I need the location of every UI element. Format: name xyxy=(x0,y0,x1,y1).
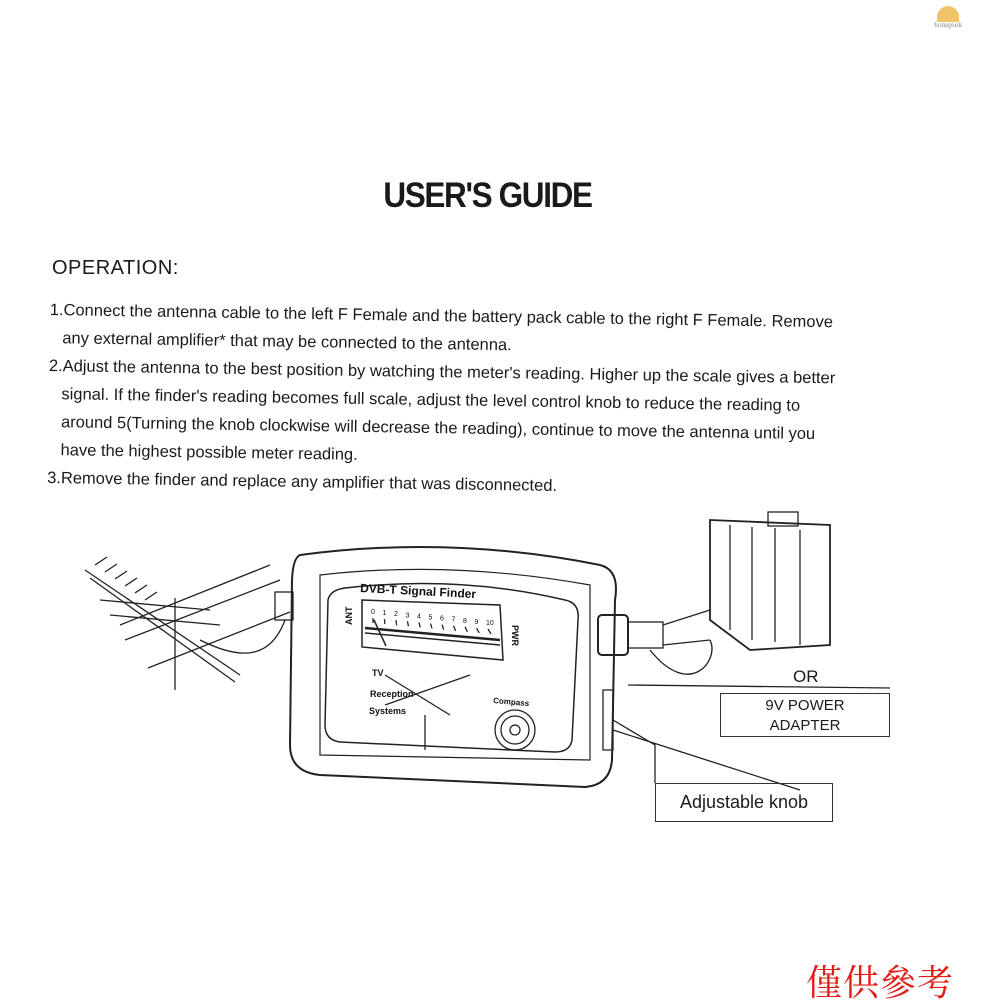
reference-only-watermark: 僅供參考 xyxy=(806,955,954,1006)
sun-mountain-icon xyxy=(937,6,959,22)
scale-tick-label: 2 xyxy=(394,611,398,618)
scale-tick-mark xyxy=(454,626,456,631)
step-1-line-1: 1.Connect the antenna cable to the left F Female and the battery pack cable to the right F Female. Remove xyxy=(50,296,930,338)
scale-tick-mark xyxy=(442,625,444,630)
scale-tick-label: 7 xyxy=(452,617,456,624)
systems-label: Systems xyxy=(369,706,406,716)
scale-tick-label: 5 xyxy=(429,615,433,622)
scale-tick-label: 3 xyxy=(406,612,410,619)
scale-tick-label: 8 xyxy=(463,618,467,625)
compass-label: Compass xyxy=(493,696,530,708)
step-2-line-3: around 5(Turning the knob clockwise will decrease the reading), continue to move the antenna until you xyxy=(48,408,928,450)
scale-tick-label: 4 xyxy=(417,613,421,620)
left-f-connector xyxy=(275,592,293,620)
antenna-illustration xyxy=(85,557,290,690)
pwr-label: PWR xyxy=(510,625,520,646)
scale-tick-label: 6 xyxy=(440,616,444,623)
step-3-line-1: 3.Remove the finder and replace any amplifier that was disconnected. xyxy=(47,464,927,506)
step-2-line-1: 2.Adjust the antenna to the best position by watching the meter's reading. Higher up the scale gives a better xyxy=(49,352,929,394)
reception-label: Reception xyxy=(370,689,414,699)
operation-heading: OPERATION: xyxy=(52,257,179,280)
device-diagram xyxy=(0,500,1000,860)
tv-label: TV xyxy=(372,668,384,678)
scale-tick-mark xyxy=(488,629,491,634)
page-title: USER'S GUIDE xyxy=(49,176,927,216)
scale-tick-label: 1 xyxy=(383,610,387,617)
scale-tick-mark xyxy=(465,627,467,632)
scale-tick-mark xyxy=(396,620,397,625)
scale-tick-mark xyxy=(431,624,433,629)
battery-pack-illustration xyxy=(598,512,890,688)
step-2-line-4: have the highest possible meter reading. xyxy=(47,436,927,478)
scale-tick-mark xyxy=(477,628,480,633)
device-name: DVB-T Signal Finder xyxy=(360,581,477,601)
knob-pointer-line-2 xyxy=(613,730,800,790)
scale-tick-label: 9 xyxy=(475,619,479,626)
scale-tick-label: 0 xyxy=(371,609,375,616)
signal-finder-device xyxy=(290,547,616,787)
power-adapter-box xyxy=(720,693,890,737)
brand-logo xyxy=(928,6,968,29)
step-1-line-2: any external amplifier* that may be connected to the antenna. xyxy=(49,324,929,366)
adapter-line-1: 9V POWER xyxy=(721,696,889,716)
scale-tick-mark xyxy=(419,622,420,627)
scale-tick-mark xyxy=(408,621,409,626)
scale-tick-label: 10 xyxy=(486,620,494,627)
adapter-line-2: ADAPTER xyxy=(721,716,889,736)
or-label: OR xyxy=(793,667,819,687)
adjustable-knob-label: Adjustable knob xyxy=(655,783,833,822)
ant-label: ANT xyxy=(344,606,354,625)
logo-text: homgeek xyxy=(928,22,968,29)
knob-pointer-line xyxy=(613,720,655,783)
operation-steps xyxy=(47,296,930,506)
step-2-line-2: signal. If the finder's reading becomes full scale, adjust the level control knob to reduce the reading to xyxy=(48,380,928,422)
